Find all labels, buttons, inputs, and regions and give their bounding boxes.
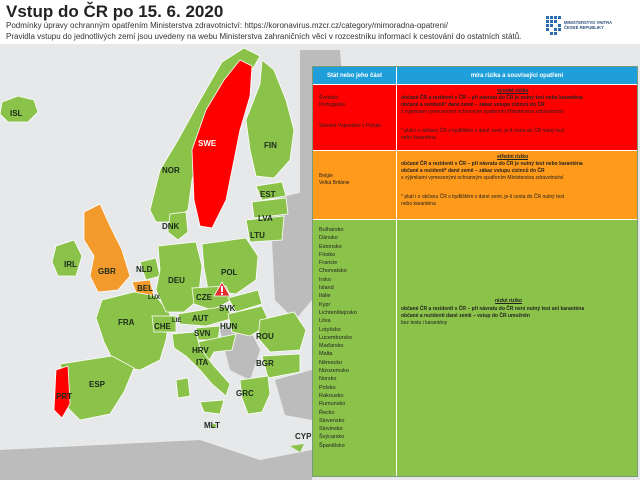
ministry-logo-icon: [546, 16, 562, 36]
table-row-medium-risk: [313, 150, 637, 219]
logo-line-2: ČESKÉ REPUBLIKY: [564, 25, 604, 30]
label-prt: PRT: [56, 392, 72, 401]
label-mlt: MLT: [204, 421, 220, 430]
low-risk-country: Slovinsko: [319, 426, 343, 433]
high-risk-country: Švédsko: [319, 95, 339, 101]
low-risk-country: Finsko: [319, 251, 336, 258]
high-risk-line: nebo karanténa: [401, 135, 436, 141]
label-deu: DEU: [168, 276, 185, 285]
label-ltu: LTU: [250, 231, 265, 240]
low-risk-country: Rumunsko: [319, 401, 346, 408]
low-risk-measures: [397, 220, 637, 476]
high-risk-country: Portugalsko: [319, 102, 346, 108]
label-fin: FIN: [264, 141, 277, 150]
label-est: EST: [260, 190, 276, 199]
label-bel: BEL: [137, 284, 153, 293]
table-row-low-risk: [313, 219, 637, 476]
low-risk-country: Polsko: [319, 384, 336, 391]
low-risk-country: Kypr: [319, 301, 331, 308]
label-che: CHE: [154, 322, 171, 331]
medium-risk-country: Belgie: [319, 173, 333, 179]
table-header-country: Stát nebo jeho část: [313, 67, 397, 84]
low-risk-country: Řecko: [319, 409, 335, 416]
medium-risk-country: Velká Británie: [319, 180, 350, 186]
page-title: Vstup do ČR po 15. 6. 2020: [6, 2, 224, 21]
sardinia-shape: [176, 378, 190, 398]
medium-risk-heading: střední riziko: [497, 154, 529, 160]
label-nor: NOR: [162, 166, 180, 175]
table-row-high-risk: [313, 84, 637, 150]
low-risk-country: Rakousko: [319, 392, 344, 399]
low-risk-line: občané ČR a rezidenti v ČR – při návratu do ČR není nutný test ani karanténa: [401, 306, 585, 312]
low-risk-country: Lotyšsko: [319, 326, 341, 333]
low-risk-country: Estonsko: [319, 243, 342, 250]
low-risk-country-list: [319, 226, 357, 450]
label-isl: ISL: [10, 109, 23, 118]
low-risk-country: Nizozemsko: [319, 368, 349, 375]
label-pol: POL: [221, 268, 238, 277]
label-lie: LIE: [172, 318, 182, 324]
low-risk-country: Itálie: [319, 293, 331, 300]
low-risk-line: občané a rezidenti dané země – vstup do ČR umožněn: [401, 313, 530, 319]
low-risk-country: Španělsko: [319, 442, 345, 449]
subtitle-line-1: Podmínky úpravy ochranným opatřením Ministerstva zdravotnictví: https://koronavirus.mzcr.cz/category/mimoradna-opatreni/: [6, 21, 448, 30]
medium-risk-line: občané a rezidenti* dané země – zákaz vstupu cizinců do ČR: [401, 168, 545, 174]
label-aut: AUT: [192, 314, 209, 323]
label-fra: FRA: [118, 318, 135, 327]
label-gbr: GBR: [98, 267, 116, 276]
high-risk-line: s výjimkami vymezenými ochranným opatřením Ministerstva zdravotnictví: [401, 109, 564, 115]
low-risk-country: Německo: [319, 359, 343, 366]
label-hrv: HRV: [192, 346, 209, 355]
label-hun: HUN: [220, 322, 238, 331]
label-lva: LVA: [258, 214, 273, 223]
label-dnk: DNK: [162, 222, 180, 231]
low-risk-country: Litva: [319, 318, 331, 325]
low-risk-country: Norsko: [319, 376, 337, 383]
medium-risk-line: občané ČR a rezidenti v ČR – při návratu do ČR je nutný test nebo karanténa: [401, 161, 583, 167]
high-risk-heading: vysoké riziko: [497, 88, 529, 94]
low-risk-country: Dánsko: [319, 235, 338, 242]
low-risk-country: Bulharsko: [319, 227, 344, 233]
medium-risk-line: nebo karanténa: [401, 201, 436, 207]
low-risk-country: Chorvatsko: [319, 268, 347, 275]
low-risk-heading: nízké riziko: [495, 298, 522, 304]
high-risk-line: * platí i o občanu ČR s bydlištěm v dané zemi, je-li cesta do ČR nutný test: [401, 128, 565, 134]
medium-risk-line: * platí i o občanu ČR s bydlištěm v dané zemi, je-li cesta do ČR nutný test: [401, 194, 565, 200]
label-cyp: CYP: [295, 432, 312, 441]
high-risk-measures: [397, 85, 637, 150]
subtitle-line-2: Pravidla vstupu do jednotlivých zemí jsou uvedeny na webu Ministerstva zahraničních věcí v rozcestníku informací k cestování do ostatních států.: [6, 32, 522, 41]
low-risk-country: Švýcarsko: [319, 434, 345, 441]
low-risk-country: Irsko: [319, 276, 331, 283]
low-risk-country: Lucembursko: [319, 334, 353, 341]
high-risk-countries: [313, 85, 397, 150]
logo-line-1: MINISTERSTVO VNITRA: [564, 20, 613, 25]
high-risk-line: občané a rezidenti* dané země – zákaz vstupu cizinců do ČR: [401, 102, 545, 108]
label-bgr: BGR: [256, 359, 274, 368]
low-risk-countries: [313, 220, 397, 476]
risk-table: [312, 66, 638, 477]
table-header-risk: míra rizika a související opatření: [397, 67, 637, 84]
medium-risk-countries: [313, 151, 397, 219]
label-lux: LUX: [148, 295, 160, 301]
medium-risk-measures: [397, 151, 637, 219]
ministry-logo-text: [564, 20, 612, 30]
label-rou: ROU: [256, 332, 274, 341]
low-risk-country: Island: [319, 285, 334, 292]
label-ita: ITA: [196, 358, 209, 367]
low-risk-country: Maďarsko: [319, 343, 344, 350]
low-risk-country: Francie: [319, 260, 338, 267]
label-nld: NLD: [136, 265, 153, 274]
ministry-logo: [546, 16, 631, 38]
high-risk-country: Slezské Vojvodství v Polsku: [319, 123, 381, 129]
low-risk-country: Slovensko: [319, 417, 345, 424]
high-risk-line: občané ČR a rezidenti v ČR – při návratu do ČR je nutný test nebo karanténa: [401, 95, 583, 101]
label-swe: SWE: [198, 139, 217, 148]
low-risk-line: bez testu i karantény: [401, 320, 448, 326]
label-svk: SVK: [219, 304, 236, 313]
label-grc: GRC: [236, 389, 254, 398]
label-svn: SVN: [194, 329, 211, 338]
medium-risk-line: s výjimkami vymezenými ochranným opatřením Ministerstva zdravotnictví: [401, 175, 564, 181]
header: [0, 0, 640, 50]
label-cze: CZE: [196, 293, 212, 302]
low-risk-country: Malta: [319, 351, 333, 358]
low-risk-country: Lichtenštejnsko: [319, 309, 357, 316]
label-irl: IRL: [64, 260, 77, 269]
sicily-shape: [200, 400, 224, 414]
label-esp: ESP: [89, 380, 106, 389]
